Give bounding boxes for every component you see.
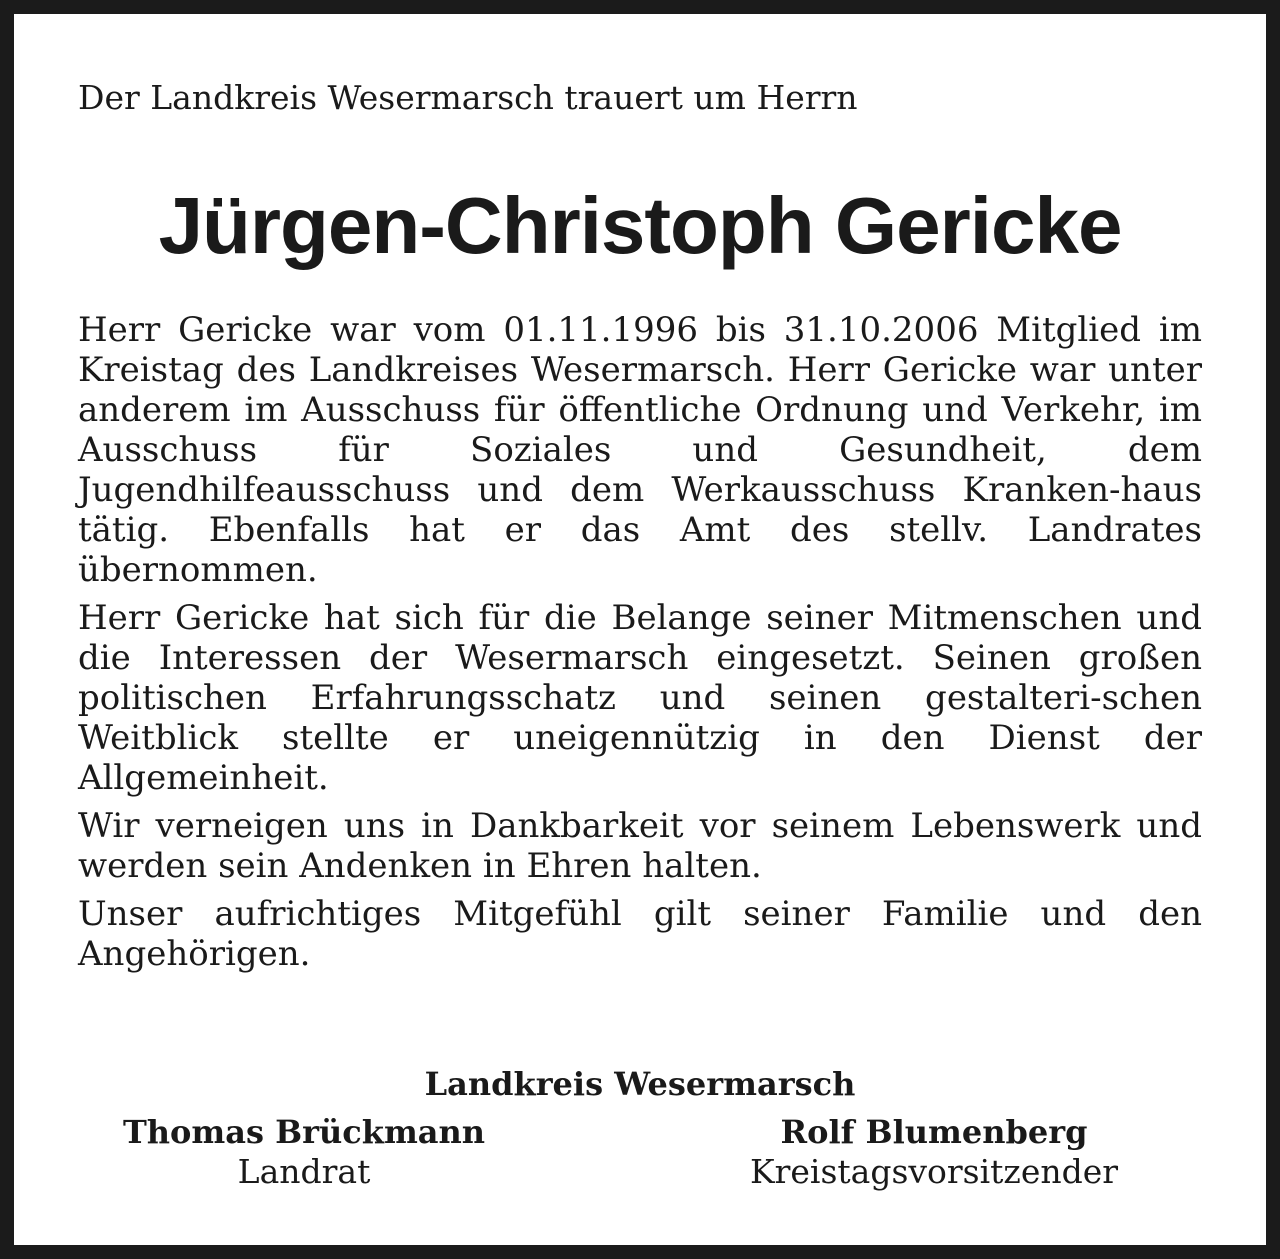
signer-right — [674, 1112, 1194, 1192]
deceased-name: Jürgen-Christoph Gericke — [158, 181, 1122, 270]
paragraph-career: Herr Gericke war vom 01.11.1996 bis 31.10.2006 Mitglied im Kreistag des Landkreises Wesermarsch. Herr Gericke war unter anderem im Ausschuss für öffentliche Ordnung und Verkehr, im Ausschuss für Soziales und Gesundheit, dem Jugendhilfeausschuss und dem Werkausschuss Kranken-haus tätig. Ebenfalls hat er das Amt des stellv. Landrates übernommen. — [78, 310, 1202, 590]
organization-name: Landkreis Wesermarsch — [424, 1065, 856, 1103]
signer-left — [84, 1112, 524, 1192]
intro-line: Der Landkreis Wesermarsch trauert um Herrn — [78, 78, 858, 117]
signer-role: Kreistagsvorsitzender — [749, 1152, 1119, 1191]
paragraph-gratitude: Wir verneigen uns in Dankbarkeit vor seinem Lebenswerk und werden sein Andenken in Ehren halten. — [78, 806, 1202, 886]
signer-role: Landrat — [237, 1152, 371, 1191]
signer-name: Thomas Brückmann — [122, 1113, 486, 1151]
paragraph-commitment: Herr Gericke hat sich für die Belange seiner Mitmenschen und die Interessen der Wesermarsch eingesetzt. Seinen großen politischen Erfahrungsschatz und seinen gestalteri-schen Weitblick stellte er uneigennützig in den Dienst der Allgemeinheit. — [78, 598, 1202, 798]
paragraph-condolence: Unser aufrichtiges Mitgefühl gilt seiner Familie und den Angehörigen. — [78, 894, 1202, 974]
notice-body — [78, 310, 1202, 982]
signer-name: Rolf Blumenberg — [780, 1113, 1088, 1151]
